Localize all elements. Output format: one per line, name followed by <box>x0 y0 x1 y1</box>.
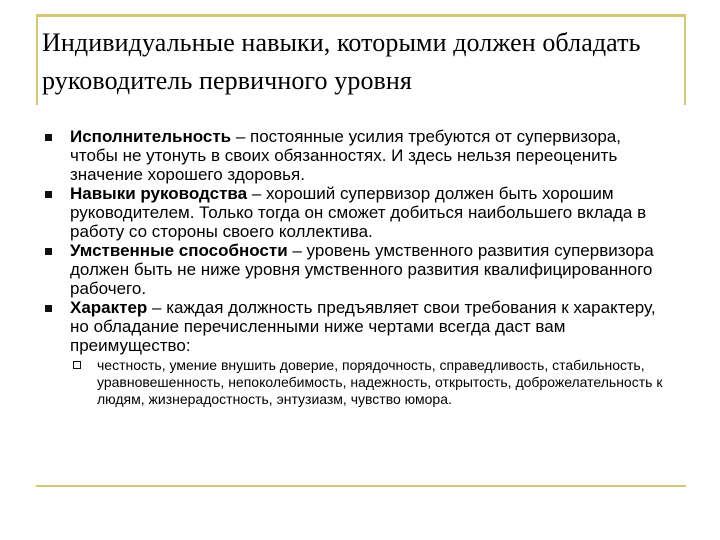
list-item-performance <box>42 127 672 184</box>
list-item-mental-abilities <box>42 241 672 298</box>
filled-square-bullet-icon <box>45 248 52 255</box>
slide-title: Индивидуальные навыки, которыми должен обладать руководитель первичного уровня <box>42 28 641 95</box>
skill-description: – хороший супервизор должен быть хорошим руководителем. Только тогда он сможет добиться наибольшего вклада в работу со стороны своего коллектива. <box>70 184 647 241</box>
list-item-character <box>42 298 672 408</box>
skill-description: – каждая должность предъявляет свои требования к характеру, но обладание перечисленными ниже чертами всегда даст вам преимущество: <box>70 298 656 355</box>
skill-term: Умственные способности <box>70 241 288 260</box>
skill-term: Исполнительность <box>70 127 232 146</box>
list-item-leadership <box>42 184 672 241</box>
skill-description: – уровень умственного развития супервизора должен быть не ниже уровня умственного развития квалифицированного рабочего. <box>70 241 654 298</box>
skill-description: – постоянные усилия требуются от супервизора, чтобы не утонуть в своих обязанностях. И здесь нельзя переоценить значение хорошего здоровья. <box>70 127 621 184</box>
list-item-character-traits <box>70 357 672 408</box>
skill-term: Характер <box>70 298 148 317</box>
frame-top-line <box>36 14 686 17</box>
hollow-square-bullet-icon <box>73 361 81 369</box>
skills-list <box>42 127 672 408</box>
filled-square-bullet-icon <box>45 134 52 141</box>
frame-left-line <box>36 14 38 105</box>
character-traits-list <box>70 357 672 408</box>
frame-right-line <box>684 14 686 105</box>
frame-bottom-line <box>36 485 686 487</box>
skill-term: Навыки руководства <box>70 184 248 203</box>
filled-square-bullet-icon <box>45 191 52 198</box>
filled-square-bullet-icon <box>45 305 52 312</box>
slide-content <box>42 127 672 408</box>
character-traits-text: честность, умение внушить доверие, порядочность, справедливость, стабильность, уравновешенность, непоколебимость, надежность, открытость, доброжелательность к людям, жизнерадостность, энтузиазм, чувство юмора. <box>97 357 663 407</box>
